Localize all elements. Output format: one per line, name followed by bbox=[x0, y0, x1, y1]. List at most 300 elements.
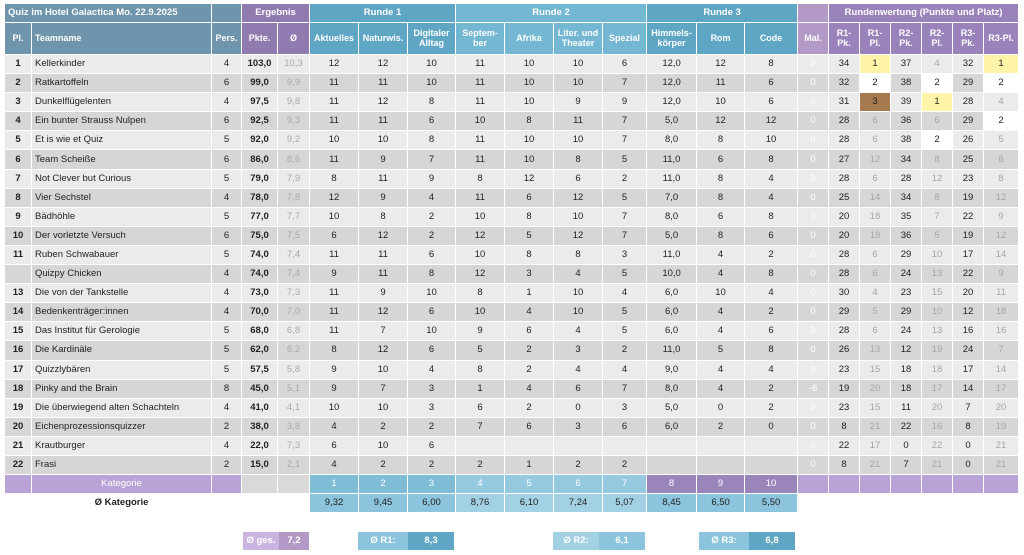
category-score-cell: 7 bbox=[603, 207, 647, 226]
average-cell: 9,8 bbox=[278, 93, 310, 112]
table-row bbox=[5, 436, 1019, 455]
r1-points-cell: 19 bbox=[829, 379, 860, 398]
r3-points-cell: 8 bbox=[953, 417, 984, 436]
category-score-cell: 11 bbox=[359, 245, 408, 264]
r3-place-cell: 18 bbox=[984, 303, 1019, 322]
category-score-cell: 5 bbox=[697, 341, 745, 360]
category-score-cell: 2 bbox=[505, 398, 554, 417]
r2-place-cell: 6 bbox=[922, 112, 953, 131]
category-number-cell: 4 bbox=[456, 475, 505, 494]
rank-cell: 13 bbox=[5, 284, 32, 303]
points-cell: 70,0 bbox=[242, 303, 278, 322]
table-row bbox=[5, 169, 1019, 188]
r1-place-cell: 6 bbox=[860, 265, 891, 284]
category-score-cell: 2 bbox=[359, 417, 408, 436]
category-score-cell: 5,0 bbox=[647, 112, 697, 131]
category-number-row bbox=[5, 475, 1019, 494]
average-cell: 7,9 bbox=[278, 169, 310, 188]
rank-cell: 18 bbox=[5, 379, 32, 398]
category-score-cell: 10 bbox=[408, 284, 456, 303]
category-score-cell: 1 bbox=[505, 284, 554, 303]
r2-points-cell: 37 bbox=[891, 55, 922, 74]
rank-cell: 21 bbox=[5, 436, 32, 455]
average-cell: 6,2 bbox=[278, 341, 310, 360]
category-score-cell: 2 bbox=[408, 226, 456, 245]
r1-place-cell: 6 bbox=[860, 322, 891, 341]
group-rundenwertung: Rundenwertung (Punkte und Platz) bbox=[829, 4, 1019, 23]
table-row bbox=[5, 360, 1019, 379]
category-score-cell: 9 bbox=[310, 265, 359, 284]
r3-place-cell: 12 bbox=[984, 226, 1019, 245]
r2-place-cell: 13 bbox=[922, 265, 953, 284]
r2-place-cell: 13 bbox=[922, 322, 953, 341]
team-name-cell: Die Kardinäle bbox=[32, 341, 212, 360]
r1-place-cell: 4 bbox=[860, 284, 891, 303]
r3-points-cell: 12 bbox=[953, 303, 984, 322]
category-score-cell bbox=[647, 436, 697, 455]
r3-points-cell: 19 bbox=[953, 188, 984, 207]
category-score-cell: 4 bbox=[697, 303, 745, 322]
category-score-cell: 0 bbox=[554, 398, 603, 417]
category-score-cell: 8 bbox=[697, 131, 745, 150]
category-score-cell bbox=[745, 455, 798, 474]
category-score-cell: 6,0 bbox=[647, 303, 697, 322]
category-score-cell: 5 bbox=[603, 303, 647, 322]
category-score-cell: 2 bbox=[745, 379, 798, 398]
category-score-cell: 10 bbox=[310, 131, 359, 150]
team-name-cell: Frasi bbox=[32, 455, 212, 474]
points-cell: 38,0 bbox=[242, 417, 278, 436]
group-runde-3: Runde 3 bbox=[647, 4, 798, 23]
r3-points-cell: 29 bbox=[953, 112, 984, 131]
r2-points-cell: 36 bbox=[891, 112, 922, 131]
col-header-team: Teamname bbox=[32, 23, 212, 55]
persons-cell: 4 bbox=[212, 265, 242, 284]
category-score-cell: 5 bbox=[456, 341, 505, 360]
category-score-cell: 7 bbox=[603, 112, 647, 131]
category-score-cell: 8 bbox=[745, 55, 798, 74]
r2-place-cell: 2 bbox=[922, 131, 953, 150]
team-name-cell: Quizzlybären bbox=[32, 360, 212, 379]
rank-cell: 2 bbox=[5, 74, 32, 93]
category-score-cell: 12 bbox=[456, 265, 505, 284]
category-score-cell: 6,0 bbox=[647, 417, 697, 436]
summary-r3 bbox=[699, 532, 795, 550]
r2-place-cell: 15 bbox=[922, 284, 953, 303]
category-score-cell: 6 bbox=[745, 226, 798, 245]
quiz-title: Quiz im Hotel Galactica Mo. 22.9.2025 bbox=[5, 4, 212, 23]
category-average-cell: 9,45 bbox=[359, 494, 408, 513]
r2-points-cell: 18 bbox=[891, 379, 922, 398]
r1-place-cell: 17 bbox=[860, 436, 891, 455]
points-cell: 92,0 bbox=[242, 131, 278, 150]
category-score-cell: 10 bbox=[359, 131, 408, 150]
category-score-cell: 9 bbox=[310, 379, 359, 398]
category-score-cell: 9 bbox=[554, 93, 603, 112]
average-cell: 2,1 bbox=[278, 455, 310, 474]
r2-points-cell: 24 bbox=[891, 265, 922, 284]
r1-points-cell: 28 bbox=[829, 112, 860, 131]
category-score-cell bbox=[505, 436, 554, 455]
category-score-cell: 12 bbox=[554, 188, 603, 207]
rank-cell: 1 bbox=[5, 55, 32, 74]
category-score-cell: 11 bbox=[554, 112, 603, 131]
category-score-cell: 9,0 bbox=[647, 360, 697, 379]
table-row bbox=[5, 131, 1019, 150]
col-header-r1pl: R1-Pl. bbox=[860, 23, 891, 55]
column-header-row bbox=[5, 23, 1019, 55]
category-score-cell: 9 bbox=[310, 360, 359, 379]
persons-cell: 8 bbox=[212, 379, 242, 398]
points-cell: 77,0 bbox=[242, 207, 278, 226]
category-score-cell bbox=[554, 436, 603, 455]
category-score-cell: 11 bbox=[310, 112, 359, 131]
category-score-cell: 9 bbox=[408, 169, 456, 188]
r3-place-cell: 1 bbox=[984, 55, 1019, 74]
team-name-cell: Quizpy Chicken bbox=[32, 265, 212, 284]
category-score-cell: 7 bbox=[359, 322, 408, 341]
average-cell: 7,4 bbox=[278, 245, 310, 264]
category-score-cell: 10,0 bbox=[647, 265, 697, 284]
rank-cell: 20 bbox=[5, 417, 32, 436]
r1-place-cell: 15 bbox=[860, 360, 891, 379]
rank-cell: 19 bbox=[5, 398, 32, 417]
category-score-cell: 8 bbox=[456, 360, 505, 379]
col-header-aktuelles: Aktuelles bbox=[310, 23, 359, 55]
category-score-cell: 3 bbox=[603, 398, 647, 417]
r3-place-cell: 12 bbox=[984, 188, 1019, 207]
category-score-cell: 2 bbox=[603, 169, 647, 188]
category-score-cell bbox=[697, 455, 745, 474]
persons-cell: 5 bbox=[212, 169, 242, 188]
category-score-cell: 6 bbox=[505, 322, 554, 341]
category-score-cell: 7 bbox=[359, 379, 408, 398]
r2-place-cell: 20 bbox=[922, 398, 953, 417]
category-score-cell: 8 bbox=[554, 245, 603, 264]
r1-points-cell: 28 bbox=[829, 131, 860, 150]
r1-place-cell: 14 bbox=[860, 188, 891, 207]
col-header-literatur: Liter. und Theater bbox=[554, 23, 603, 55]
category-score-cell: 10 bbox=[505, 55, 554, 74]
category-score-cell: 7 bbox=[456, 417, 505, 436]
category-number-spacer bbox=[829, 475, 860, 494]
team-name-cell: Team Scheiße bbox=[32, 150, 212, 169]
rank-cell: 8 bbox=[5, 188, 32, 207]
category-score-cell: 0 bbox=[745, 417, 798, 436]
r1-place-cell: 2 bbox=[860, 74, 891, 93]
category-score-cell: 12 bbox=[310, 188, 359, 207]
persons-cell: 5 bbox=[212, 360, 242, 379]
summary-r2-value: 6,1 bbox=[599, 532, 645, 550]
category-score-cell: 9 bbox=[359, 188, 408, 207]
category-score-cell: 11 bbox=[359, 112, 408, 131]
r2-place-cell: 18 bbox=[922, 360, 953, 379]
category-score-cell: 6 bbox=[745, 74, 798, 93]
malus-cell: 0 bbox=[798, 303, 829, 322]
r1-place-cell: 21 bbox=[860, 455, 891, 474]
average-cell: 7,3 bbox=[278, 436, 310, 455]
malus-cell: 0 bbox=[798, 150, 829, 169]
r1-place-cell: 12 bbox=[860, 150, 891, 169]
col-header-mal: Mal. bbox=[798, 23, 829, 55]
category-average-cell: 9,32 bbox=[310, 494, 359, 513]
group-runde-2: Runde 2 bbox=[456, 4, 647, 23]
malus-cell: 0 bbox=[798, 55, 829, 74]
r2-points-cell: 23 bbox=[891, 284, 922, 303]
category-average-row bbox=[5, 494, 1019, 513]
category-score-cell: 12 bbox=[456, 226, 505, 245]
category-average-cell: 5,07 bbox=[603, 494, 647, 513]
category-score-cell: 12 bbox=[745, 112, 798, 131]
malus-cell: 0 bbox=[798, 112, 829, 131]
r2-points-cell: 29 bbox=[891, 245, 922, 264]
team-name-cell: Eichenprozessionsquizzer bbox=[32, 417, 212, 436]
category-score-cell: 3 bbox=[603, 245, 647, 264]
points-cell: 68,0 bbox=[242, 322, 278, 341]
category-score-cell: 8,0 bbox=[647, 207, 697, 226]
category-score-cell: 10 bbox=[554, 131, 603, 150]
col-header-avg: Ø bbox=[278, 23, 310, 55]
r2-points-cell: 29 bbox=[891, 303, 922, 322]
category-score-cell: 11,0 bbox=[647, 245, 697, 264]
r3-points-cell: 23 bbox=[953, 169, 984, 188]
r2-points-cell: 34 bbox=[891, 150, 922, 169]
points-cell: 15,0 bbox=[242, 455, 278, 474]
r1-points-cell: 20 bbox=[829, 207, 860, 226]
category-score-cell: 4 bbox=[310, 455, 359, 474]
category-score-cell: 7 bbox=[408, 150, 456, 169]
r1-place-cell: 6 bbox=[860, 131, 891, 150]
r3-place-cell: 16 bbox=[984, 322, 1019, 341]
col-header-september: Septem-ber bbox=[456, 23, 505, 55]
category-score-cell: 6 bbox=[697, 150, 745, 169]
category-score-cell: 10 bbox=[408, 322, 456, 341]
category-score-cell: 8 bbox=[505, 207, 554, 226]
category-number-cell: 1 bbox=[310, 475, 359, 494]
group-ergebnis: Ergebnis bbox=[242, 4, 310, 23]
points-cell: 73,0 bbox=[242, 284, 278, 303]
points-cell: 45,0 bbox=[242, 379, 278, 398]
category-score-cell: 11 bbox=[456, 93, 505, 112]
category-score-cell: 6,0 bbox=[647, 284, 697, 303]
category-score-cell: 10 bbox=[554, 284, 603, 303]
category-score-cell: 2 bbox=[408, 417, 456, 436]
category-score-cell: 4 bbox=[697, 379, 745, 398]
col-header-code: Code bbox=[745, 23, 798, 55]
r3-points-cell: 7 bbox=[953, 398, 984, 417]
r3-place-cell: 14 bbox=[984, 245, 1019, 264]
category-score-cell: 7 bbox=[603, 131, 647, 150]
r1-points-cell: 20 bbox=[829, 226, 860, 245]
category-number-spacer bbox=[984, 475, 1019, 494]
points-cell: 57,5 bbox=[242, 360, 278, 379]
points-cell: 74,0 bbox=[242, 265, 278, 284]
table-row bbox=[5, 150, 1019, 169]
r2-place-cell: 16 bbox=[922, 417, 953, 436]
category-score-cell: 5 bbox=[603, 188, 647, 207]
col-header-himmelskoerper: Himmels-körper bbox=[647, 23, 697, 55]
category-score-cell: 4 bbox=[745, 360, 798, 379]
malus-cell: 0 bbox=[798, 436, 829, 455]
malus-cell: 0 bbox=[798, 322, 829, 341]
category-score-cell: 11,0 bbox=[647, 341, 697, 360]
average-cell: 9,3 bbox=[278, 112, 310, 131]
r1-points-cell: 25 bbox=[829, 188, 860, 207]
r3-points-cell: 0 bbox=[953, 455, 984, 474]
col-header-pl: Pl. bbox=[5, 23, 32, 55]
category-score-cell: 3 bbox=[408, 398, 456, 417]
team-name-cell: Pinky and the Brain bbox=[32, 379, 212, 398]
category-average-spacer bbox=[829, 494, 860, 513]
category-score-cell: 6 bbox=[408, 245, 456, 264]
r3-place-cell: 20 bbox=[984, 398, 1019, 417]
r3-points-cell: 20 bbox=[953, 284, 984, 303]
table-row bbox=[5, 322, 1019, 341]
category-score-cell bbox=[745, 436, 798, 455]
category-score-cell: 6 bbox=[310, 436, 359, 455]
r2-points-cell: 38 bbox=[891, 74, 922, 93]
category-score-cell: 8 bbox=[554, 150, 603, 169]
summary-overall-label: Ø ges. bbox=[243, 532, 279, 550]
rank-cell: 10 bbox=[5, 226, 32, 245]
rank-cell: 22 bbox=[5, 455, 32, 474]
category-score-cell: 3 bbox=[408, 379, 456, 398]
persons-cell: 5 bbox=[212, 322, 242, 341]
r2-place-cell: 5 bbox=[922, 226, 953, 245]
r2-place-cell: 8 bbox=[922, 150, 953, 169]
category-average-spacer bbox=[278, 494, 310, 513]
rank-cell: 9 bbox=[5, 207, 32, 226]
category-score-cell: 10 bbox=[310, 207, 359, 226]
category-average-spacer bbox=[5, 494, 32, 513]
category-score-cell: 6 bbox=[408, 112, 456, 131]
category-score-cell: 11 bbox=[310, 284, 359, 303]
category-score-cell: 2 bbox=[359, 455, 408, 474]
category-score-cell: 10 bbox=[505, 93, 554, 112]
col-header-naturwis: Naturwis. bbox=[359, 23, 408, 55]
category-score-cell: 11 bbox=[456, 188, 505, 207]
persons-cell: 4 bbox=[212, 398, 242, 417]
category-score-cell: 2 bbox=[603, 455, 647, 474]
category-score-cell: 2 bbox=[408, 207, 456, 226]
category-score-cell: 7 bbox=[603, 379, 647, 398]
r3-place-cell: 6 bbox=[984, 150, 1019, 169]
r3-points-cell: 0 bbox=[953, 436, 984, 455]
category-score-cell: 10 bbox=[697, 284, 745, 303]
team-name-cell: Vier Sechstel bbox=[32, 188, 212, 207]
category-average-spacer bbox=[891, 494, 922, 513]
r1-points-cell: 28 bbox=[829, 265, 860, 284]
r3-place-cell: 4 bbox=[984, 93, 1019, 112]
category-score-cell: 4 bbox=[603, 360, 647, 379]
table-row bbox=[5, 226, 1019, 245]
team-name-cell: Not Clever but Curious bbox=[32, 169, 212, 188]
summary-r2 bbox=[553, 532, 645, 550]
category-score-cell: 7,0 bbox=[647, 188, 697, 207]
category-score-cell: 10 bbox=[745, 131, 798, 150]
r1-points-cell: 32 bbox=[829, 74, 860, 93]
category-score-cell bbox=[456, 436, 505, 455]
r2-points-cell: 28 bbox=[891, 169, 922, 188]
col-header-afrika: Afrika bbox=[505, 23, 554, 55]
malus-cell: 0 bbox=[798, 398, 829, 417]
category-score-cell: 1 bbox=[505, 455, 554, 474]
category-score-cell: 12 bbox=[359, 303, 408, 322]
category-score-cell: 11 bbox=[310, 74, 359, 93]
points-cell: 78,0 bbox=[242, 188, 278, 207]
average-cell: 4,1 bbox=[278, 398, 310, 417]
category-score-cell bbox=[603, 436, 647, 455]
category-average-cell: 5,50 bbox=[745, 494, 798, 513]
category-score-cell: 12 bbox=[359, 341, 408, 360]
persons-cell: 4 bbox=[212, 284, 242, 303]
category-score-cell: 4 bbox=[697, 265, 745, 284]
r2-place-cell: 2 bbox=[922, 74, 953, 93]
team-name-cell: Der vorletzte Versuch bbox=[32, 226, 212, 245]
category-average-label: Ø Kategorie bbox=[32, 494, 212, 513]
category-score-cell: 7 bbox=[603, 74, 647, 93]
category-score-cell: 6 bbox=[697, 207, 745, 226]
category-score-cell: 11,0 bbox=[647, 150, 697, 169]
r3-place-cell: 9 bbox=[984, 265, 1019, 284]
results-table bbox=[4, 3, 1019, 513]
col-header-r3pl: R3-Pl. bbox=[984, 23, 1019, 55]
category-score-cell: 3 bbox=[554, 417, 603, 436]
rank-cell: 5 bbox=[5, 131, 32, 150]
category-score-cell: 10 bbox=[456, 303, 505, 322]
category-score-cell: 4 bbox=[554, 265, 603, 284]
category-average-spacer bbox=[984, 494, 1019, 513]
r3-place-cell: 8 bbox=[984, 169, 1019, 188]
points-cell: 86,0 bbox=[242, 150, 278, 169]
category-score-cell: 4 bbox=[310, 417, 359, 436]
category-score-cell: 4 bbox=[745, 188, 798, 207]
category-score-cell: 8 bbox=[745, 207, 798, 226]
r1-place-cell: 6 bbox=[860, 169, 891, 188]
summary-r1 bbox=[358, 532, 454, 550]
r3-points-cell: 22 bbox=[953, 207, 984, 226]
col-header-pkte: Pkte. bbox=[242, 23, 278, 55]
col-header-r2pk: R2-Pk. bbox=[891, 23, 922, 55]
category-number-spacer bbox=[860, 475, 891, 494]
team-name-cell: Et is wie et Quiz bbox=[32, 131, 212, 150]
r2-place-cell: 1 bbox=[922, 93, 953, 112]
average-cell: 7,5 bbox=[278, 226, 310, 245]
category-score-cell: 9 bbox=[603, 93, 647, 112]
persons-cell: 4 bbox=[212, 436, 242, 455]
col-header-r2pl: R2-Pl. bbox=[922, 23, 953, 55]
category-score-cell: 2 bbox=[505, 341, 554, 360]
team-name-cell: Krautburger bbox=[32, 436, 212, 455]
category-score-cell: 12 bbox=[697, 112, 745, 131]
persons-cell: 6 bbox=[212, 226, 242, 245]
category-number-spacer bbox=[242, 475, 278, 494]
category-number-spacer bbox=[953, 475, 984, 494]
category-score-cell: 8 bbox=[310, 169, 359, 188]
category-number-spacer bbox=[891, 475, 922, 494]
r2-points-cell: 22 bbox=[891, 417, 922, 436]
r1-place-cell: 1 bbox=[860, 55, 891, 74]
points-cell: 41,0 bbox=[242, 398, 278, 417]
category-score-cell: 11 bbox=[310, 245, 359, 264]
r2-points-cell: 18 bbox=[891, 360, 922, 379]
team-name-cell: Das Institut für Gerologie bbox=[32, 322, 212, 341]
category-score-cell: 4 bbox=[697, 245, 745, 264]
persons-cell: 6 bbox=[212, 112, 242, 131]
category-score-cell: 12 bbox=[359, 226, 408, 245]
r1-points-cell: 30 bbox=[829, 284, 860, 303]
average-cell: 10,3 bbox=[278, 55, 310, 74]
